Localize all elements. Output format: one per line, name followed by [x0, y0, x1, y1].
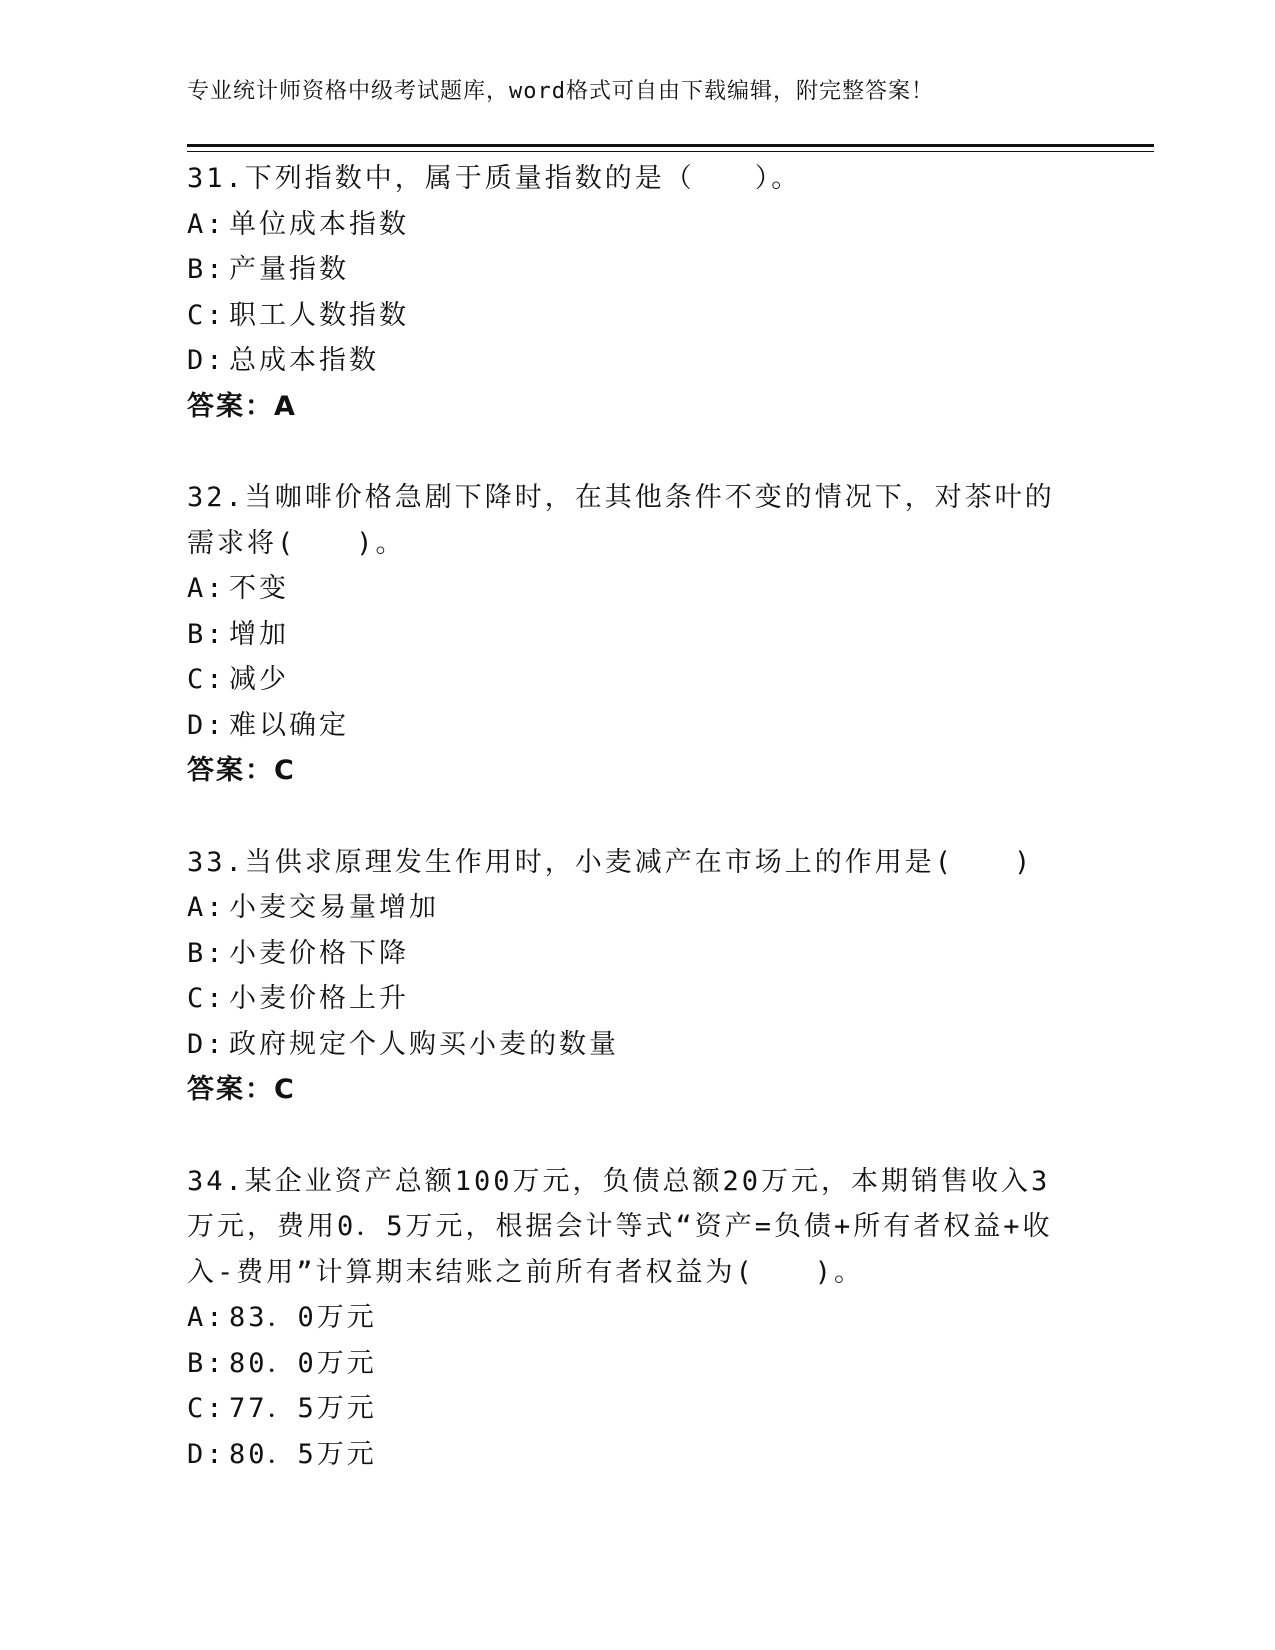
answer-line: 答案：A: [187, 390, 297, 422]
option-text: 单位成本指数: [229, 208, 409, 240]
option-c: [187, 976, 1087, 1022]
option-letter: C:: [187, 1393, 226, 1424]
question-31: [187, 156, 1087, 429]
question-stem: 31.下列指数中，属于质量指数的是（ ）。: [187, 163, 802, 194]
option-text: 小麦价格下降: [229, 937, 409, 969]
option-text: 80．5万元: [229, 1438, 377, 1470]
option-text: 减少: [229, 664, 289, 695]
option-letter: A:: [187, 573, 226, 604]
option-letter: B:: [187, 937, 226, 969]
option-b: [187, 931, 1087, 977]
option-letter: A:: [187, 208, 226, 240]
option-letter: C:: [187, 983, 226, 1014]
question-spacer: [187, 1113, 1087, 1159]
option-text: 77．5万元: [229, 1393, 377, 1424]
option-text: 政府规定个人购买小麦的数量: [229, 1028, 619, 1060]
option-text: 83．0万元: [229, 1302, 377, 1333]
option-a: [187, 566, 1087, 612]
option-text: 增加: [229, 618, 289, 650]
option-b: [187, 612, 1087, 658]
answer-line: 答案：C: [187, 755, 296, 786]
option-b: [187, 247, 1087, 293]
option-letter: D:: [187, 1438, 226, 1470]
question-list: [187, 156, 1087, 1477]
question-stem: 34.某企业资产总额100万元，负债总额20万元，本期销售收入3万元，费用0．5万元，根据会计等式“资产=负债+所有者权益+收入-费用”计算期末结账之前所有者权益为( )。: [187, 1165, 1053, 1288]
question-stem: 33.当供求原理发生作用时，小麦减产在市场上的作用是( ): [187, 846, 1034, 878]
option-letter: D:: [187, 1028, 226, 1060]
option-b: [187, 1341, 1087, 1387]
option-letter: A:: [187, 1302, 226, 1333]
question-34: [187, 1159, 1087, 1478]
answer-line: 答案：C: [187, 1074, 296, 1105]
option-d: [187, 338, 1087, 384]
option-letter: B:: [187, 1347, 226, 1379]
page-header: 专业统计师资格中级考试题库，word格式可自由下载编辑，附完整答案！: [187, 79, 934, 104]
option-d: [187, 1432, 1087, 1478]
option-text: 产量指数: [229, 254, 349, 285]
question-spacer: [187, 794, 1087, 840]
option-letter: C:: [187, 664, 226, 695]
header-rule-thick: [187, 144, 1154, 147]
option-text: 难以确定: [229, 709, 349, 741]
option-letter: D:: [187, 345, 226, 376]
option-text: 小麦价格上升: [229, 983, 409, 1014]
option-letter: D:: [187, 709, 226, 741]
option-letter: B:: [187, 618, 226, 650]
option-text: 职工人数指数: [229, 299, 409, 331]
option-text: 总成本指数: [229, 345, 379, 376]
option-c: [187, 293, 1087, 339]
question-stem: 32.当咖啡价格急剧下降时，在其他条件不变的情况下，对茶叶的需求将( )。: [187, 482, 1055, 559]
option-c: [187, 657, 1087, 703]
option-a: [187, 1295, 1087, 1341]
option-d: [187, 1022, 1087, 1068]
option-letter: C:: [187, 299, 226, 331]
header-rule-thin: [187, 151, 1154, 152]
option-letter: B:: [187, 254, 226, 285]
option-c: [187, 1386, 1087, 1432]
question-spacer: [187, 429, 1087, 475]
option-a: [187, 202, 1087, 248]
option-d: [187, 703, 1087, 749]
option-text: 小麦交易量增加: [229, 892, 439, 923]
option-text: 80．0万元: [229, 1347, 377, 1379]
option-letter: A:: [187, 892, 226, 923]
option-text: 不变: [229, 573, 289, 604]
question-33: [187, 840, 1087, 1113]
option-a: [187, 885, 1087, 931]
question-32: [187, 475, 1087, 794]
